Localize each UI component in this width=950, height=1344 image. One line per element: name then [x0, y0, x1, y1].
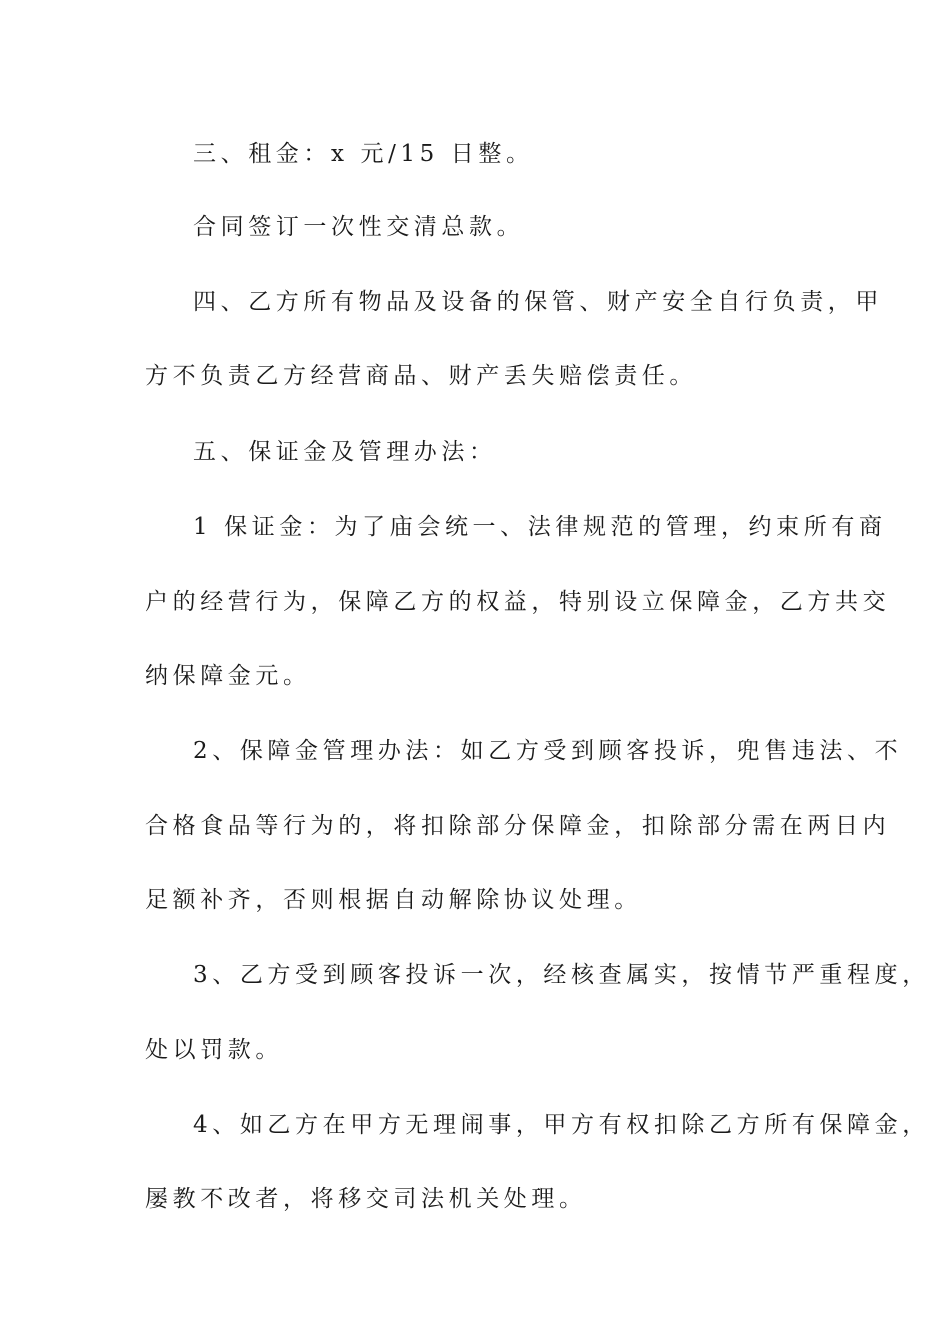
property-clause-line-2: 方不负责乙方经营商品、财产丢失赔偿责任。	[145, 363, 697, 389]
deposit-item-2-line-2: 合格食品等行为的，将扣除部分保障金，扣除部分需在两日内	[145, 813, 891, 839]
deposit-item-1-line-2: 户的经营行为，保障乙方的权益，特别设立保障金，乙方共交	[145, 589, 891, 615]
property-clause-line-1: 四、乙方所有物品及设备的保管、财产安全自行负责，甲	[193, 289, 883, 315]
rent-clause: 三、租金：x 元/15 日整。	[193, 141, 534, 167]
deposit-heading: 五、保证金及管理办法：	[193, 439, 497, 465]
deposit-item-3-line-2: 处以罚款。	[145, 1037, 283, 1063]
deposit-item-1-line-3: 纳保障金元。	[145, 663, 311, 689]
deposit-item-2-line-1: 2、保障金管理办法：如乙方受到顾客投诉，兜售违法、不	[193, 738, 903, 764]
deposit-item-4-line-2: 屡教不改者，将移交司法机关处理。	[145, 1186, 587, 1212]
payment-clause: 合同签订一次性交清总款。	[193, 214, 525, 240]
deposit-item-2-line-3: 足额补齐，否则根据自动解除协议处理。	[145, 887, 642, 913]
deposit-item-3-line-1: 3、乙方受到顾客投诉一次，经核查属实，按情节严重程度，	[193, 962, 930, 988]
deposit-item-1-line-1: 1 保证金：为了庙会统一、法律规范的管理，约束所有商	[193, 514, 887, 540]
deposit-item-4-line-1: 4、如乙方在甲方无理闹事，甲方有权扣除乙方所有保障金，	[193, 1112, 930, 1138]
